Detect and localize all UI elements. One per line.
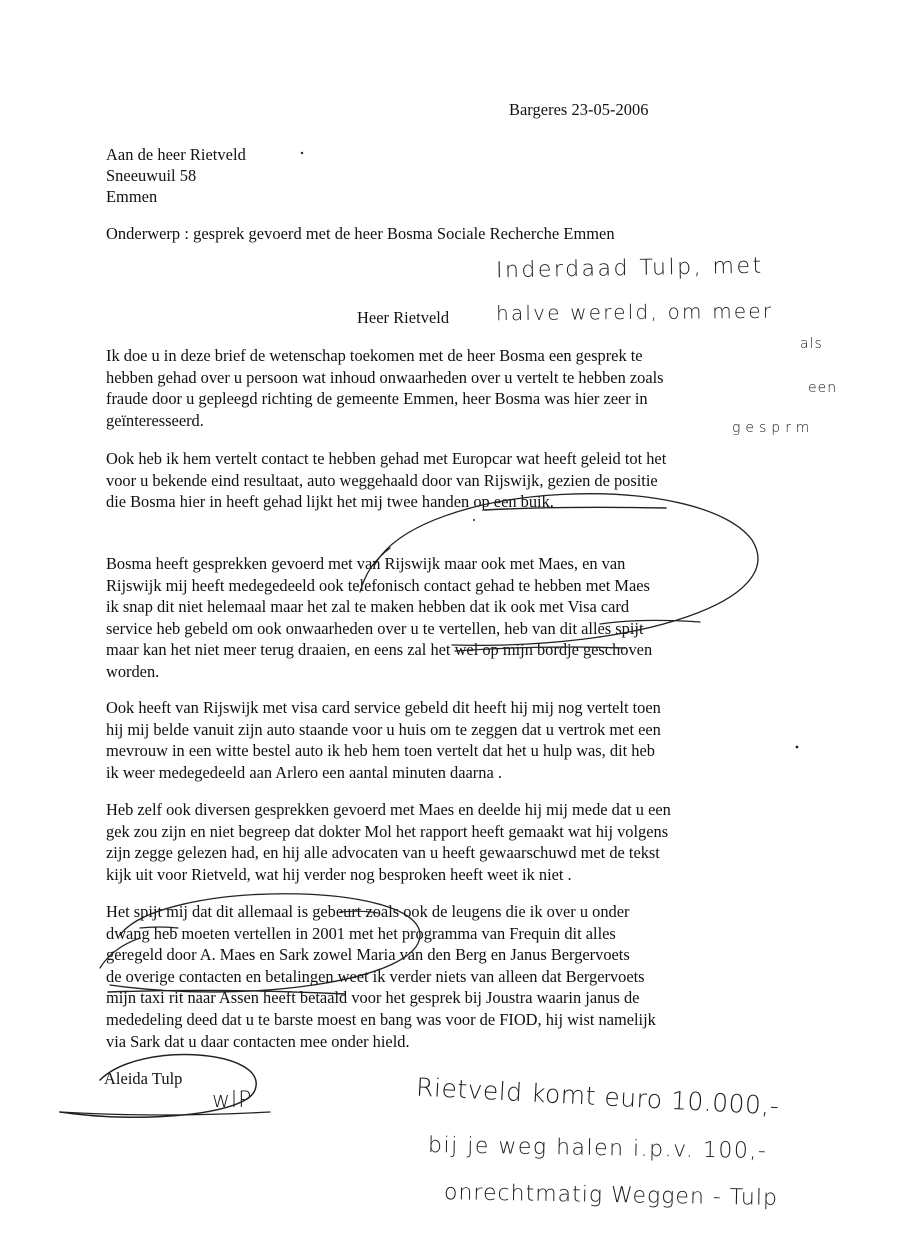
body-line: fraude door u gepleegd richting de gemeente Emmen, heer Bosma was hier zeer in: [106, 389, 648, 409]
body-line: mededeling deed dat u te barste moest en bang was voor de FIOD, hij wist namelijk: [106, 1009, 656, 1029]
body-line: Ook heb ik hem vertelt contact te hebben gehad met Europcar wat heeft geleid tot het: [106, 449, 667, 468]
body-line: voor u bekende eind resultaat, auto weggehaald door van Rijswijk, gezien de positie: [106, 470, 658, 490]
body-line: geregeld door A. Maes en Sark zowel Maria van den Berg en Janus Bergervoets: [106, 945, 630, 965]
signature-initials: wlP: [212, 1088, 253, 1113]
body-line: hij mij belde vanuit zijn auto staande voor u huis om te zeggen dat u vertrok met een: [106, 719, 661, 739]
body-paragraph-4: [106, 697, 796, 783]
subject-line: Onderwerp : gesprek gevoerd met de heer Bosma Sociale Recherche Emmen: [106, 224, 615, 243]
body-line: worden.: [106, 661, 160, 681]
body-line: mijn taxi rit naar Assen heeft betaald voor het gesprek bij Joustra waarin janus de: [106, 988, 640, 1008]
body-line: Rijswijk mij heeft medegedeeld ook telefonisch contact gehad te hebben met Maes: [106, 575, 650, 595]
handwritten-line: een: [808, 380, 838, 396]
recipient-name: Aan de heer Rietveld: [106, 145, 246, 164]
body-line: kijk uit voor Rietveld, wat hij verder nog besproken heeft weet ik niet .: [106, 864, 572, 884]
handwritten-line: halve wereld, om meer: [495, 298, 774, 326]
body-line: ik snap dit niet helemaal maar het zal te maken hebben dat ik ook met Visa card: [106, 597, 630, 617]
salutation: Heer Rietveld: [357, 308, 450, 327]
body-line: Ook heeft van Rijswijk met visa card service gebeld dit heeft hij mij nog vertelt toen: [106, 698, 661, 717]
signature-name: Aleida Tulp: [104, 1069, 183, 1088]
stray-dot: [301, 152, 303, 154]
body-paragraph-3: [106, 553, 796, 683]
body-line: service heb gebeld om ook onwaarheden over u te vertellen, heb van dit alles spijt: [106, 618, 644, 638]
body-line: ik weer medegedeeld aan Arlero een aantal minuten daarna .: [106, 762, 502, 782]
body-line: de overige contacten en betalingen weet ik verder niets van alleen dat Bergervoets: [106, 966, 645, 986]
body-line: Heb zelf ook diversen gesprekken gevoerd met Maes en deelde hij mij mede dat u een: [106, 800, 671, 819]
body-line: gek zou zijn en niet begreep dat dokter Mol het rapport heeft gemaakt wat hij volgens: [106, 821, 669, 841]
body-paragraph-6: [106, 901, 796, 1052]
body-line: hebben gehad over u persoon wat inhoud onwaarheden over u vertelt te hebben zoals: [106, 367, 664, 387]
body-line: via Sark dat u daar contacten mee onder hield.: [106, 1031, 410, 1051]
body-line: Ik doe u in deze brief de wetenschap toekomen met de heer Bosma een gesprek te: [106, 346, 643, 365]
body-line: maar kan het niet meer terug draaien, en eens zal het wel op mijn bordje geschoven: [106, 640, 653, 660]
body-paragraph-5: [106, 799, 796, 885]
handwritten-line: onrechtmatig Weggen - Tulp: [443, 1180, 779, 1211]
body-line: Bosma heeft gesprekken gevoerd met van Rijswijk maar ook met Maes, en van: [106, 554, 626, 573]
recipient-street: Sneeuwuil 58: [106, 166, 197, 185]
handwritten-line: Inderdaad Tulp, met: [495, 253, 764, 284]
body-line: Het spijt mij dat dit allemaal is gebeurt zoals ook de leugens die ik over u onder: [106, 902, 630, 921]
handwritten-line: gesprm: [732, 420, 815, 436]
stray-dot: [796, 746, 799, 749]
body-line: geïnteresseerd.: [106, 410, 204, 430]
body-line: dwang heb moeten vertellen in 2001 met het programma van Frequin dit alles: [106, 923, 616, 943]
handwritten-line: bij je weg halen i.p.v. 100,-: [427, 1133, 768, 1164]
place-date: Bargeres 23-05-2006: [509, 100, 649, 119]
handwritten-line: Rietveld komt euro 10.000,-: [415, 1072, 781, 1121]
body-paragraph-2: [106, 448, 796, 513]
body-line: mevrouw in een witte bestel auto ik heb hem toen vertelt dat het u hulp was, dit heb: [106, 741, 655, 761]
handwritten-line: als: [800, 336, 823, 352]
body-paragraph-1: [106, 345, 796, 431]
body-line: zijn zegge gelezen had, en hij alle advocaten van u heeft gewaarschuwd met de tekst: [106, 843, 660, 863]
stray-dot: [473, 519, 475, 521]
recipient-city: Emmen: [106, 187, 158, 206]
body-line: die Bosma hier in heeft gehad lijkt het mij twee handen op een buik.: [106, 492, 554, 512]
